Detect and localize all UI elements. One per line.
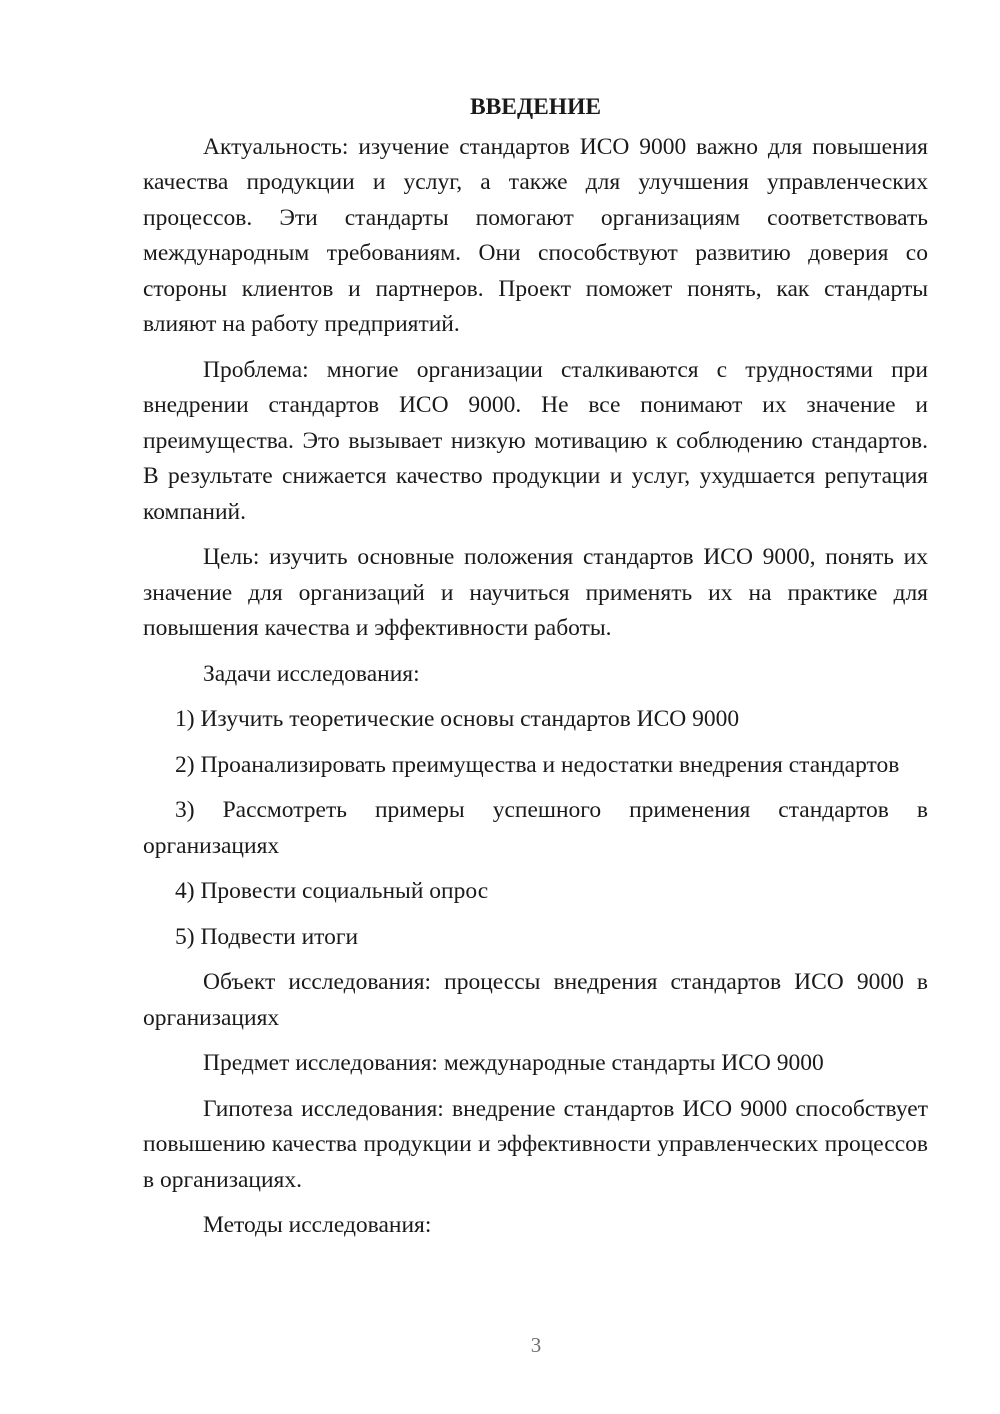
task-item-5: 5) Подвести итоги bbox=[175, 923, 359, 950]
paragraph-subject: Предмет исследования: международные стандарты ИСО 9000 bbox=[203, 1050, 824, 1076]
methods-heading: Методы исследования: bbox=[203, 1212, 432, 1238]
paragraph-relevance: Актуальность: изучение стандартов ИСО 9000 важно для повышения качества продукции и услуг, а также для улучшения управленческих процессов. Эти стандарты помогают организациям соответствовать международным требованиям. Они способствуют развитию доверия со стороны клиентов и партнеров. Проект поможет понять, как стандарты влияют на работу предприятий. bbox=[143, 133, 928, 337]
task-item-2: 2) Проанализировать преимущества и недостатки внедрения стандартов bbox=[175, 751, 900, 778]
task-item-1: 1) Изучить теоретические основы стандартов ИСО 9000 bbox=[175, 706, 740, 732]
tasks-heading: Задачи исследования: bbox=[203, 660, 420, 687]
paragraph-problem: Проблема: многие организации сталкиваются с трудностями при внедрении стандартов ИСО 9000. Не все понимают их значение и преимущества. Это вызывает низкую мотивацию к соблюдению стандартов. В результате снижается качество продукции и услуг, ухудшается репутация компаний. bbox=[143, 356, 928, 525]
paragraph-hypothesis: Гипотеза исследования: внедрение стандартов ИСО 9000 способствует повышению качества продукции и эффективности управленческих процессов в организациях. bbox=[143, 1095, 928, 1193]
section-title: ВВЕДЕНИЕ bbox=[469, 94, 602, 120]
page-number: 3 bbox=[530, 1333, 542, 1357]
paragraph-object: Объект исследования: процессы внедрения стандартов ИСО 9000 в организациях bbox=[143, 969, 928, 1031]
paragraph-goal: Цель: изучить основные положения стандартов ИСО 9000, понять их значение для организаций и научиться применять их на практике для повышения качества и эффективности работы. bbox=[143, 544, 928, 641]
task-item-3: 3) Рассмотреть примеры успешного применения стандартов в организациях bbox=[143, 797, 928, 859]
page-content bbox=[143, 90, 928, 1254]
task-item-4: 4) Провести социальный опрос bbox=[175, 878, 489, 904]
